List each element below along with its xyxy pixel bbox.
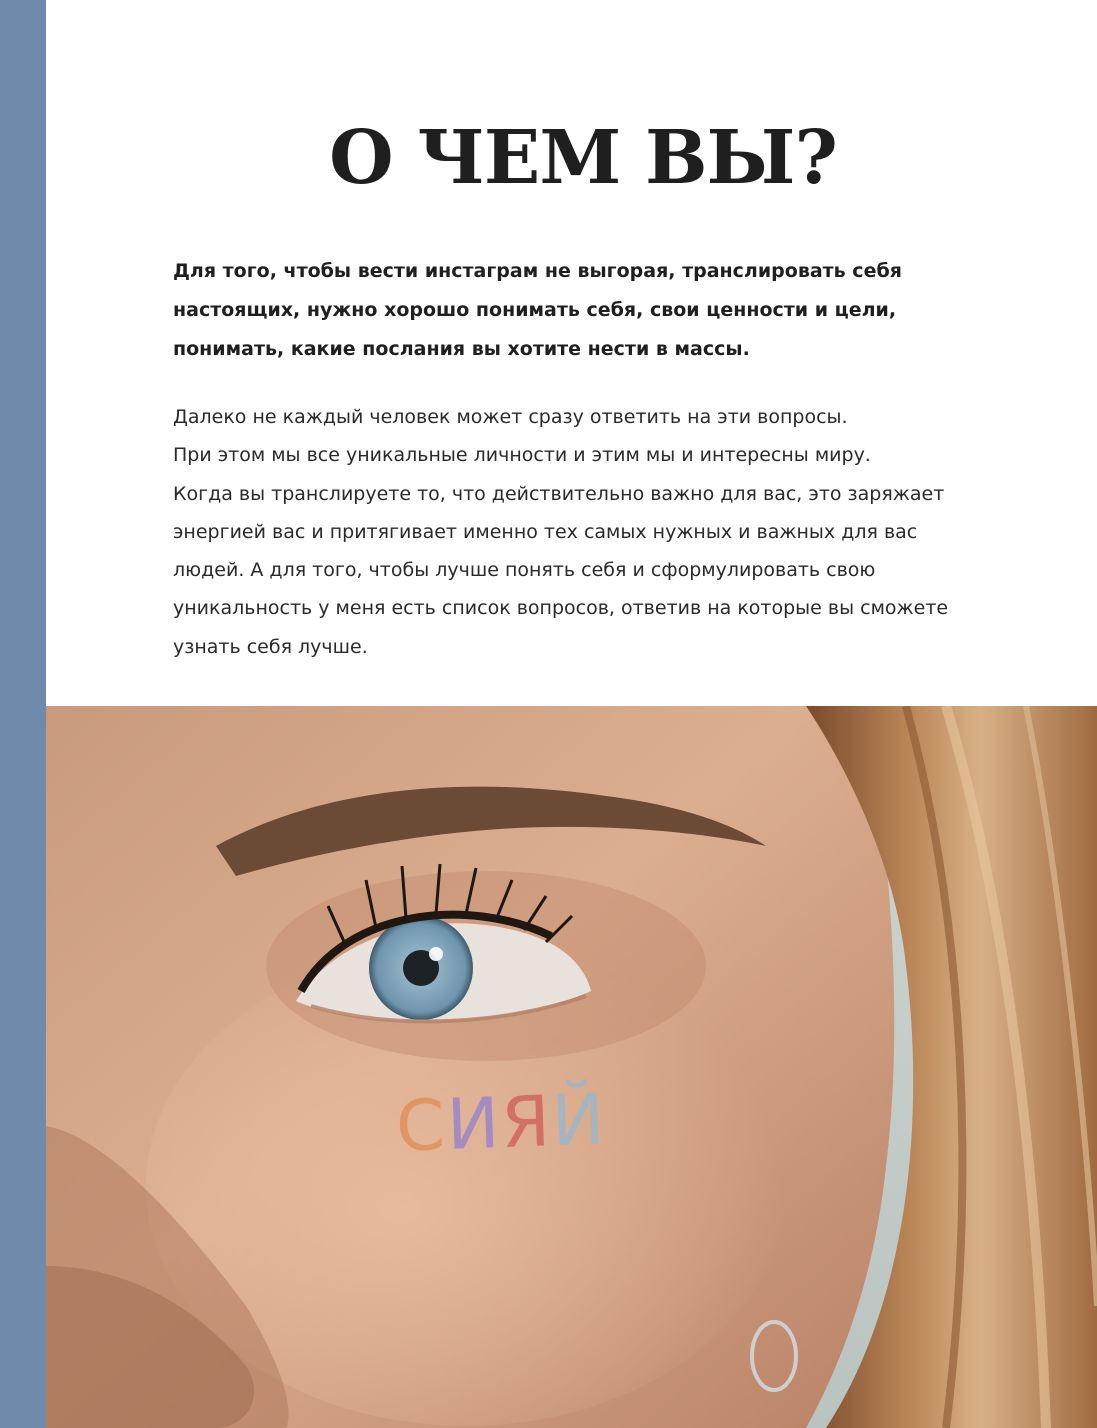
body-line: узнать себя лучше. [173,635,368,658]
lead-line: Для того, чтобы вести инстаграм не выгорая, транслировать себя [173,260,902,282]
lead-line: понимать, какие послания вы хотите нести в массы. [173,338,750,360]
body-line: Далеко не каждый человек может сразу ответить на эти вопросы. [173,406,848,428]
body-line: Когда вы транслируете то, что действительно важно для вас, это заряжает [173,482,945,505]
lead-line: настоящих, нужно хорошо понимать себя, свои ценности и цели, [173,299,897,321]
cheek-letter: С [394,1083,449,1168]
face-illustration [46,706,1097,1428]
body-line: уникальность у меня есть список вопросов, ответив на которые вы сможете [173,597,949,620]
cheek-painted-word [395,1078,608,1167]
lead-paragraph [173,252,1013,369]
body-line: энергией вас и притягивает именно тех самых нужных и важных для вас [173,520,918,543]
body-line: людей. А для того, чтобы лучше понять себя и сформулировать свою [173,559,876,582]
cheek-letter: Я [499,1080,554,1164]
cheek-letter: И [445,1082,503,1166]
text-section [46,0,1097,706]
face-closeup-photo [46,706,1097,1428]
body-line: При этом мы все уникальные личности и этим мы и интересны миру. [173,444,871,467]
body-paragraph [173,398,1033,666]
cheek-letter: Й [550,1078,608,1163]
page-title: О ЧЕМ ВЫ? [329,115,837,201]
left-accent-bar [0,0,46,1428]
